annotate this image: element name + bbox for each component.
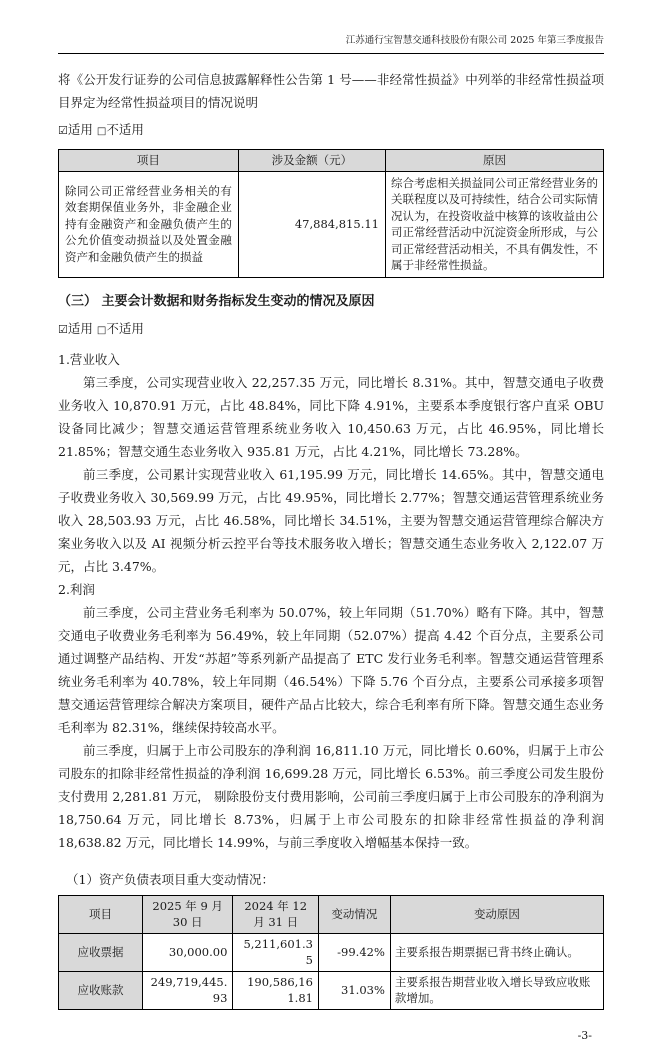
table-row	[59, 171, 604, 277]
net-profit-paragraph: 前三季度，归属于上市公司股东的净利润 16,811.10 万元，同比增长 0.60%，归属于上市公司股东的扣除非经常性损益的净利润 16,699.28 万元，同比增长 6.53%。前三季度公司发生股份支付费用 2,281.81 万元， 剔除股份支付费用影响，公司前三季度归属于上市公司股东的净利润为 18,750.64 万元，同比增长 8.73%，归属于上市公司股东的扣除非经常性损益的净利润 18,638.82 万元，同比增长 14.99%，与前三季度收入增幅基本保持一致。	[58, 742, 604, 850]
document-header: 江苏通行宝智慧交通科技股份有限公司 2025 年第三季度报告	[58, 34, 604, 54]
revenue-q3-paragraph: 第三季度，公司实现营业收入 22,257.35 万元，同比增长 8.31%。其中，智慧交通电子收费业务收入 10,870.91 万元，占比 48.84%，同比下降 4.91%，主要系本季度银行客户直采 OBU 设备同比减少；智慧交通运营管理系统业务收入 10,450.63 万元，占比 46.95%，同比增长 21.85%；智慧交通生态业务收入 935.81 万元，占比 4.21%，同比增长 73.28%。	[58, 374, 604, 459]
subsection-title-revenue: 1.营业收入	[58, 351, 120, 367]
non-recurring-definition-paragraph: 将《公开发行证券的公司信息披露解释性公告第 1 号——非经常性损益》中列举的非经常性损益项目界定为经常性损益项目的情况说明	[58, 72, 604, 110]
change-cell: 31.03%	[318, 971, 390, 1009]
change-cell: -99.42%	[318, 933, 390, 971]
column-header-amount: 涉及金额（元）	[238, 150, 385, 172]
column-header-2025: 2025 年 9 月 30 日	[142, 895, 232, 933]
item-cell: 应收账款	[59, 971, 143, 1009]
reason-cell: 主要系报告期票据已背书终止确认。	[390, 933, 603, 971]
subsection-title-profit: 2.利润	[58, 581, 95, 597]
section-heading: （三） 主要会计数据和财务指标发生变动的情况及原因	[58, 293, 375, 309]
column-header-reason: 原因	[385, 150, 603, 172]
table-header-row	[59, 150, 604, 172]
unchecked-checkbox-icon: □	[96, 324, 107, 336]
page-number: -3-	[577, 1028, 592, 1042]
non-recurring-items-table	[58, 149, 604, 278]
not-applicable-label: 不适用	[106, 122, 144, 137]
not-applicable-label: 不适用	[106, 320, 144, 336]
column-header-item: 项目	[59, 895, 143, 933]
reason-cell: 主要系报告期营业收入增长导致应收账款增加。	[390, 971, 603, 1009]
applicable-label: 适用	[67, 122, 93, 137]
applicable-label: 适用	[67, 320, 93, 336]
column-header-item: 项目	[59, 150, 239, 172]
checked-checkbox-icon: ☑	[58, 322, 68, 336]
unchecked-checkbox-icon: □	[96, 126, 107, 137]
applicability-line-2	[58, 317, 604, 342]
table-row-notes-receivable	[59, 933, 604, 971]
checked-checkbox-icon: ☑	[58, 124, 68, 137]
applicability-line-1	[58, 118, 604, 143]
value-2024-cell: 5,211,601.35	[233, 933, 319, 971]
value-2024-cell: 190,586,161.81	[233, 971, 319, 1009]
column-header-2024: 2024 年 12 月 31 日	[233, 895, 319, 933]
item-cell: 应收票据	[59, 933, 143, 971]
amount-cell: 47,884,815.11	[238, 171, 385, 277]
balance-sheet-changes-title: （1）资产负债表项目重大变动情况：	[66, 871, 274, 887]
revenue-ytd-paragraph: 前三季度，公司累计实现营业收入 61,195.99 万元，同比增长 14.65%。其中，智慧交通电子收费业务收入 30,569.99 万元，占比 49.95%，同比增长 2.77%；智慧交通运营管理系统业务收入 28,503.93 万元，占比 46.58%，同比增长 34.51%，主要为智慧交通运营管理综合解决方案业务收入以及 AI 视频分析云控平台等技术服务收入增长；智慧交通生态业务收入 2,122.07 万元，占比 3.47%。	[58, 466, 604, 574]
reason-cell: 综合考虑相关损益同公司正常经营业务的关联程度以及可持续性，结合公司实际情况认为，在投资收益中核算的该收益由公司正常经营活动中沉淀资金所形成，与公司正常经营活动相关，不具有偶发性，不属于非经常性损益。	[385, 171, 603, 277]
balance-sheet-changes-table	[58, 895, 604, 1010]
value-2025-cell: 249,719,445.93	[142, 971, 232, 1009]
column-header-change: 变动情况	[318, 895, 390, 933]
value-2025-cell: 30,000.00	[142, 933, 232, 971]
table-header-row	[59, 895, 604, 933]
column-header-change-reason: 变动原因	[390, 895, 603, 933]
item-cell: 除同公司正常经营业务相关的有效套期保值业务外，非金融企业持有金融资产和金融负债产生的公允价值变动损益以及处置金融资产和金融负债产生的损益	[59, 171, 239, 277]
gross-margin-paragraph: 前三季度，公司主营业务毛利率为 50.07%，较上年同期（51.70%）略有下降。其中，智慧交通电子收费业务毛利率为 56.49%，较上年同期（52.07%）提高 4.42 个百分点，主要系公司通过调整产品结构、开发“苏超”等系列新产品提高了 ETC 发行业务毛利率。智慧交通运营管理系统业务毛利率为 40.78%，较上年同期（46.54%）下降 5.76 个百分点，主要系公司承接多项智慧交通运营管理综合解决方案项目，硬件产品占比较大，综合毛利率有所下降。智慧交通生态业务毛利率为 82.31%，继续保持较高水平。	[58, 604, 604, 735]
table-row-accounts-receivable	[59, 971, 604, 1009]
